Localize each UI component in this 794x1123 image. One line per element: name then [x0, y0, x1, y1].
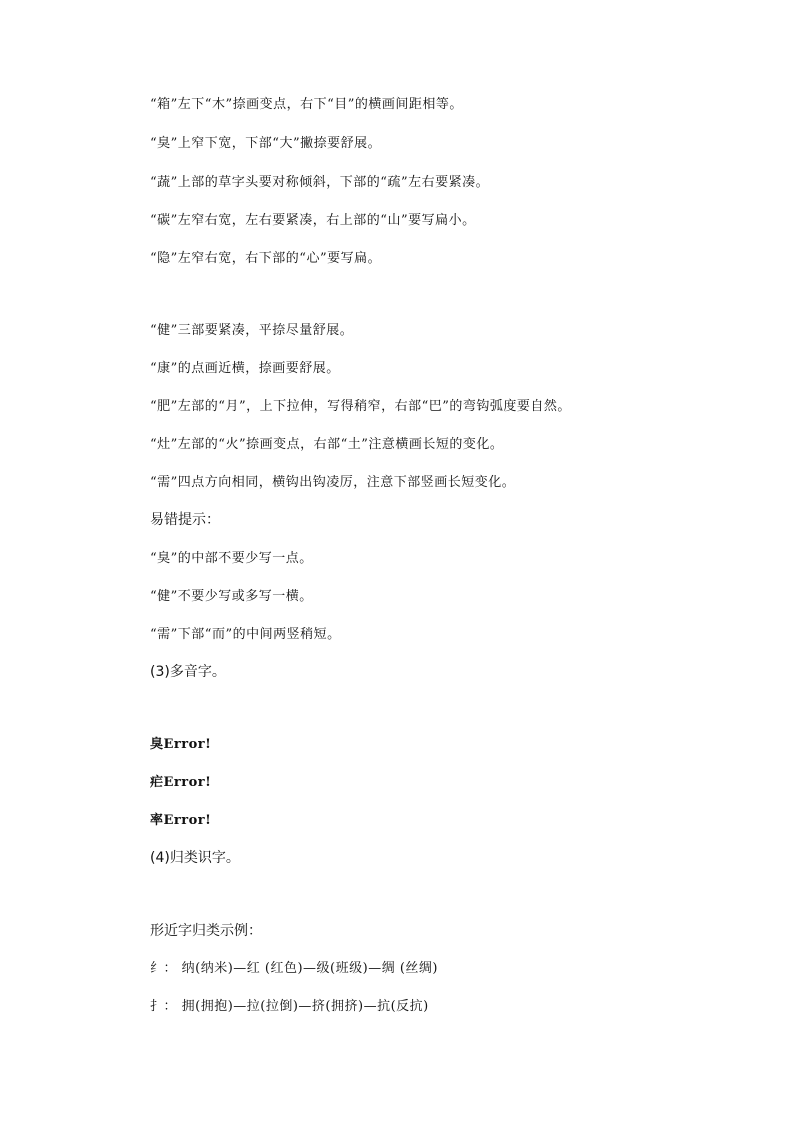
writing-tip-8: “肥”左部的“月”，上下拉伸，写得稍窄，右部“巴”的弯钩弧度要自然。	[150, 399, 571, 414]
writing-tip-5: “隐”左窄右宽，右下部的“心”要写扁。	[150, 251, 382, 266]
polyphone-heading: (3)多音字。	[150, 664, 226, 680]
polyphone-1: 臭Error!	[150, 737, 212, 752]
classify-subheading: 形近字归类示例：	[150, 923, 262, 939]
classify-example-1: 纟： 纳(纳米)—红 (红色)—级(班级)—绸 (丝绸)	[150, 961, 438, 976]
writing-tip-7: “康”的点画近横，捺画要舒展。	[150, 361, 340, 376]
writing-tip-4: “碳”左窄右宽，左右要紧凑，右上部的“山”要写扁小。	[150, 213, 476, 228]
mistake-2: “健”不要少写或多写一横。	[150, 589, 313, 604]
writing-tip-6: “健”三部要紧凑，平捺尽量舒展。	[150, 323, 354, 338]
classify-example-2: 扌： 拥(拥抱)—拉(拉倒)—挤(拥挤)—抗(反抗)	[150, 999, 429, 1014]
writing-tip-2: “臭”上窄下宽，下部“大”撇捺要舒展。	[150, 136, 382, 151]
writing-tip-9: “灶”左部的“火”捺画变点，右部“土”注意横画长短的变化。	[150, 437, 504, 452]
writing-tip-1: “箱”左下“木”捺画变点，右下“目”的横画间距相等。	[150, 97, 463, 112]
polyphone-3: 率Error!	[150, 813, 212, 828]
mistake-3: “需”下部“而”的中间两竖稍短。	[150, 627, 341, 642]
mistake-1: “臭”的中部不要少写一点。	[150, 551, 313, 566]
mistakes-heading: 易错提示：	[150, 512, 220, 528]
polyphone-2: 疟Error!	[150, 775, 212, 790]
writing-tip-10: “需”四点方向相同，横钩出钩凌厉，注意下部竖画长短变化。	[150, 475, 516, 490]
classify-heading: (4)归类识字。	[150, 850, 240, 866]
writing-tip-3: “蔬”上部的草字头要对称倾斜，下部的“疏”左右要紧凑。	[150, 175, 490, 190]
